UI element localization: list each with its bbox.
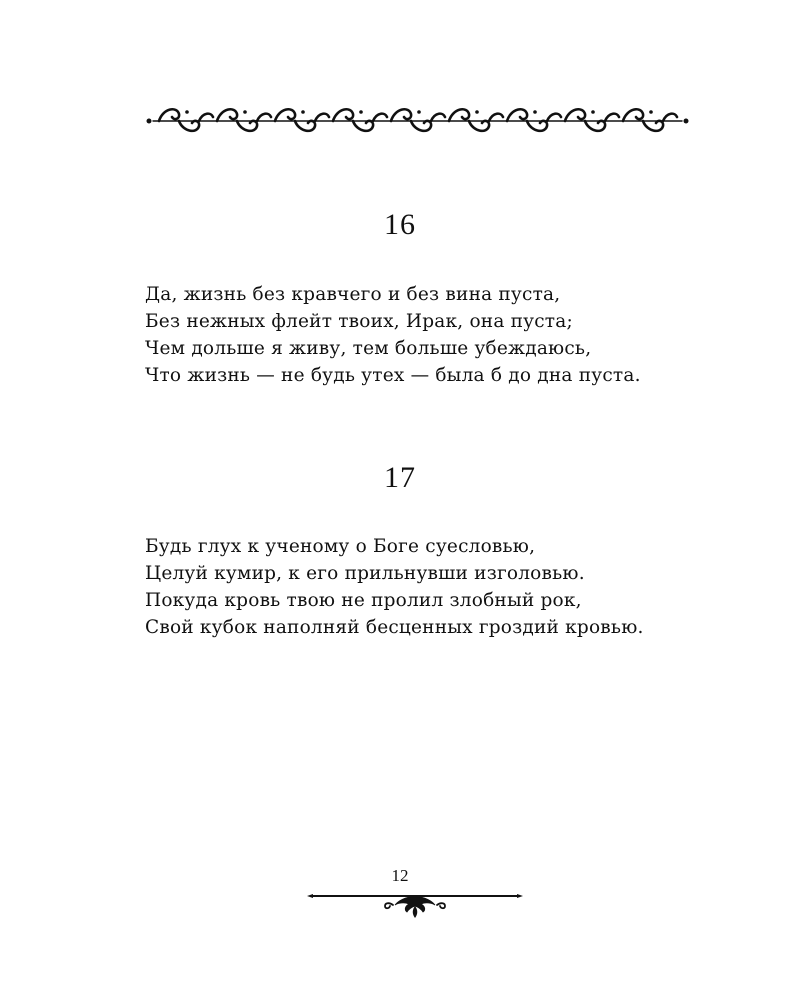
stanza-16: [145, 281, 765, 389]
verse-line: Без нежных флейт твоих, Ирак, она пуста;: [145, 311, 573, 332]
poem-number-17: 17: [384, 461, 416, 494]
verse-line: Чем дольше я живу, тем больше убеждаюсь,: [145, 338, 592, 359]
fleuron-divider-icon: [305, 884, 525, 920]
stanza-17: [145, 533, 765, 641]
verse-line: Целуй кумир, к его прильнувши изголовью.: [145, 563, 585, 584]
floral-scroll-border-icon: [145, 100, 690, 136]
page-number: 12: [391, 866, 409, 885]
verse-line: Покуда кровь твою не пролил злобный рок,: [145, 590, 582, 611]
verse-line: Будь глух к ученому о Боге суесловью,: [145, 536, 536, 557]
poem-number-16: 16: [384, 208, 416, 241]
verse-line: Да, жизнь без кравчего и без вина пуста,: [145, 284, 561, 305]
verse-line: Свой кубок наполняй бесценных гроздий кровью.: [145, 617, 644, 638]
verse-line: Что жизнь — не будь утех — была б до дна пуста.: [145, 365, 641, 386]
